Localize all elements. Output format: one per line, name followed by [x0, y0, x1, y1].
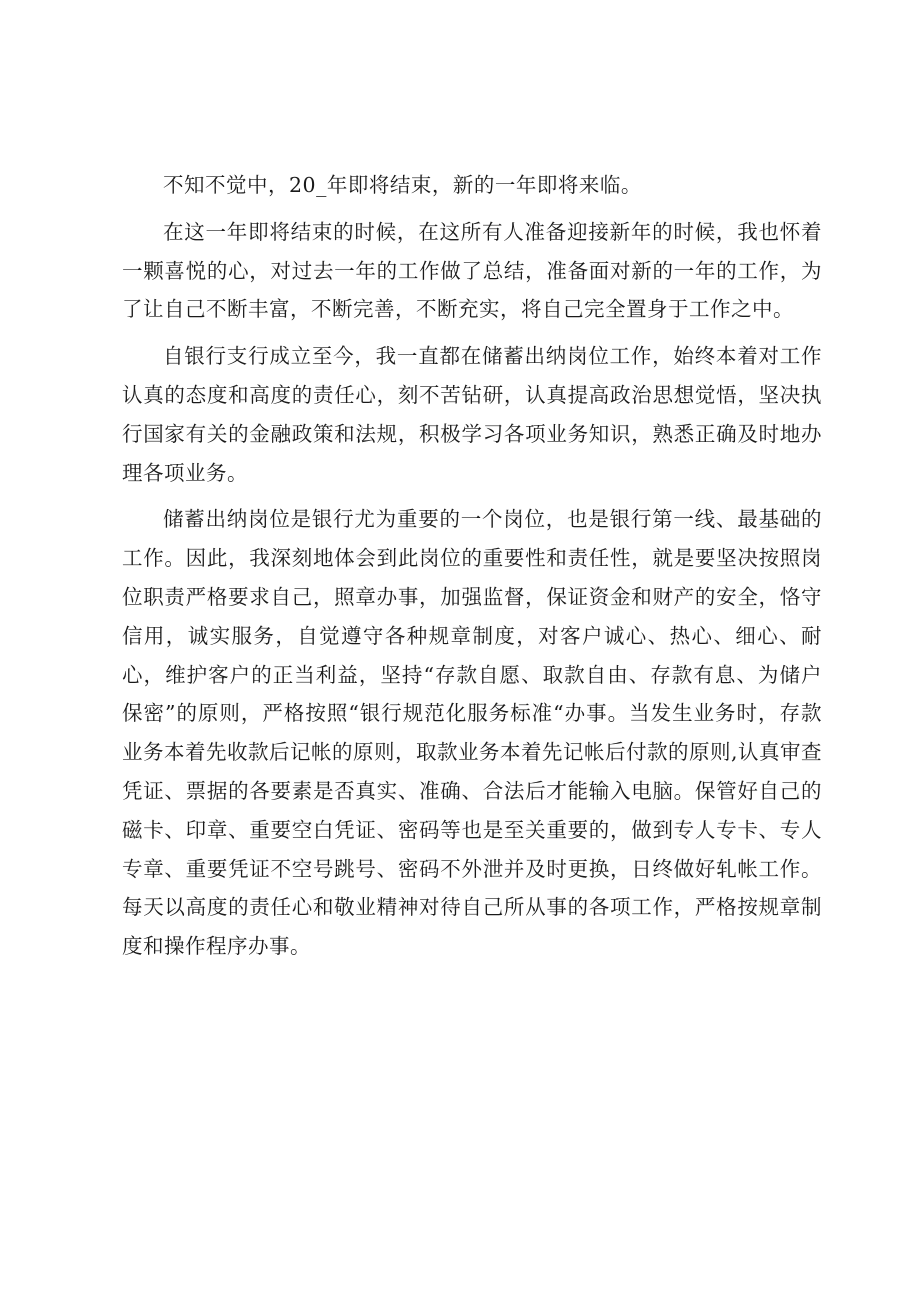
- paragraph-3: 自银行支行成立至今，我一直都在储蓄出纳岗位工作，始终本着对工作认真的态度和高度的责任心，刻不苦钻研，认真提高政治思想觉悟，坚决执行国家有关的金融政策和法规，积极学习各项业务知识，熟悉正确及时地办理各项业务。: [122, 344, 822, 485]
- paragraph-4: 储蓄出纳岗位是银行尤为重要的一个岗位，也是银行第一线、最基础的工作。因此，我深刻地体会到此岗位的重要性和责任性，就是要坚决按照岗位职责严格要求自己，照章办事，加强监督，保证资金和财产的安全，恪守信用，诚实服务，自觉遵守各种规章制度，对客户诚心、热心、细心、耐心，维护客户的正当利益，坚持“存款自愿、取款自由、存款有息、为储户保密”的原则，严格按照“银行规范化服务标准“办事。当发生业务时，存款业务本着先收款后记帐的原则，取款业务本着先记帐后付款的原则,认真审查凭证、票据的各要素是否真实、准确、合法后才能输入电脑。保管好自己的磁卡、印章、重要空白凭证、密码等也是至关重要的，做到专人专卡、专人专章、重要凭证不空号跳号、密码不外泄并及时更换，日终做好轧帐工作。每天以高度的责任心和敬业精神对待自己所从事的各项工作，严格按规章制度和操作程序办事。: [122, 507, 823, 959]
- paragraph-1: 不知不觉中，20_年即将结束，新的一年即将来临。: [163, 173, 642, 197]
- paragraph-2: 在这一年即将结束的时候，在这所有人准备迎接新年的时候，我也怀着一颗喜悦的心，对过去一年的工作做了总结，准备面对新的一年的工作，为了让自己不断丰富，不断完善，不断充实，将自己完全置身于工作之中。: [122, 219, 822, 322]
- document-body: [122, 166, 822, 974]
